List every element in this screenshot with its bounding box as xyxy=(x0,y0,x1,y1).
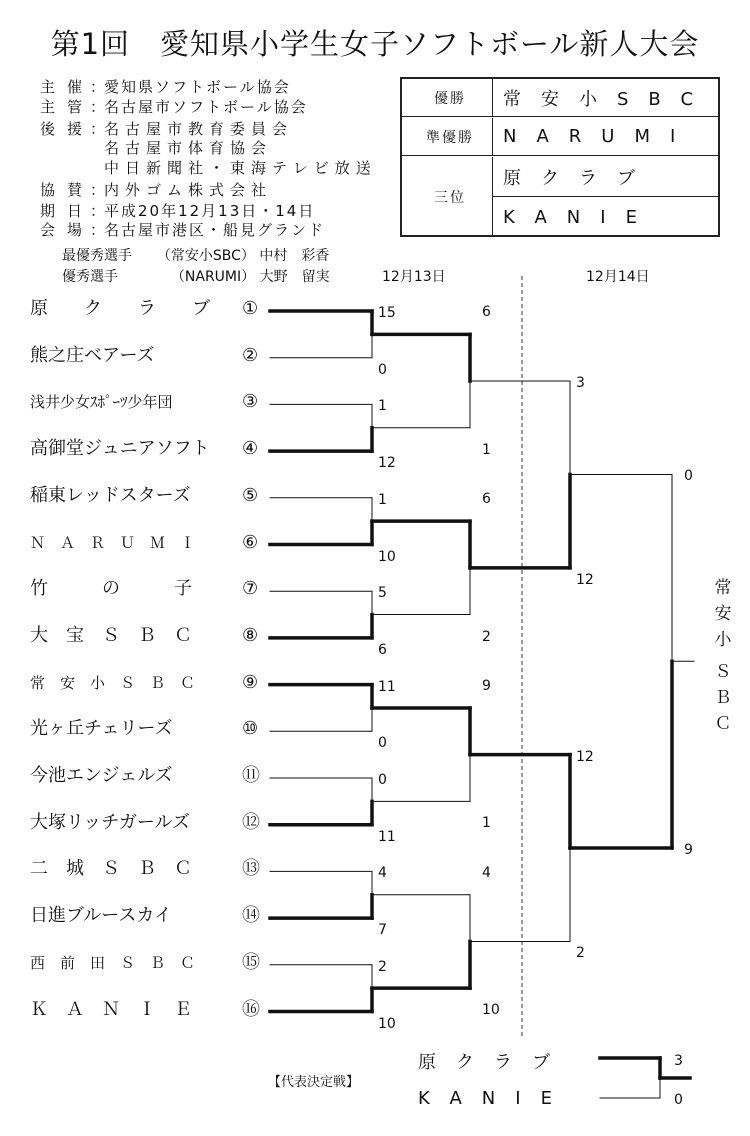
match-score: 4 xyxy=(482,864,491,881)
outstanding-name: 大野 留実 xyxy=(259,269,330,285)
runner-up-name: NARUMI xyxy=(492,118,718,155)
team-seed: ⑫ xyxy=(242,811,260,833)
team-name: 熊之庄ベアーズ xyxy=(30,344,155,366)
match-score: 1 xyxy=(482,441,491,458)
info-value: 平成20年12月13日・14日 xyxy=(104,202,316,220)
info-value: 名古屋市ソフトボール協会 xyxy=(104,98,308,116)
match-score: 5 xyxy=(378,585,387,602)
match-score: 12 xyxy=(576,748,594,765)
info-separator: ： xyxy=(90,78,106,96)
team-name: 竹 の 子 xyxy=(30,578,192,600)
team-seed: ⑧ xyxy=(242,624,259,646)
mvp-name: 中村 彩香 xyxy=(259,248,330,264)
info-label: 協賛 xyxy=(40,181,95,199)
team-seed: ⑯ xyxy=(242,998,260,1020)
match-score: 11 xyxy=(378,678,396,695)
outstanding-label: 優秀選手 xyxy=(62,269,118,285)
match-score: 6 xyxy=(482,491,491,508)
winner-char: 常 xyxy=(714,578,732,598)
team-name: 二 城 Ｓ Ｂ Ｃ xyxy=(30,858,192,880)
info-label: 期日 xyxy=(40,202,95,220)
date-day2: 12月14日 xyxy=(586,269,650,285)
winner-char: 安 xyxy=(714,604,732,624)
info-label: 主管 xyxy=(40,98,95,116)
team-seed: ④ xyxy=(242,438,259,460)
info-value: 名古屋市教育委員会 xyxy=(104,120,294,138)
match-score: 2 xyxy=(378,958,387,975)
playoff-score-1: 3 xyxy=(674,1053,683,1069)
team-seed: ⑭ xyxy=(242,905,260,927)
match-score: 1 xyxy=(378,398,387,415)
team-seed: ⑪ xyxy=(242,765,260,786)
winner-char: 小 xyxy=(714,630,732,650)
match-score: 10 xyxy=(378,1015,396,1032)
match-score: 11 xyxy=(378,828,396,845)
outstanding-team: （NARUMI） xyxy=(170,269,256,285)
team-seed: ③ xyxy=(242,391,259,413)
team-seed: ⑬ xyxy=(242,858,260,880)
date-day1: 12月13日 xyxy=(382,269,446,285)
team-name: 光ヶ丘チェリーズ xyxy=(30,718,173,740)
third-name-2: KANIE xyxy=(492,197,718,237)
team-name: 浅井少女ｽﾎﾟｰﾂ少年団 xyxy=(30,393,173,412)
match-score: 9 xyxy=(482,677,491,694)
team-name: 日進ブルースカイ xyxy=(30,905,172,927)
match-score: 1 xyxy=(378,491,387,508)
info-value: 中日新聞社・東海テレビ放送 xyxy=(104,159,377,177)
playoff-label: 【代表決定戦】 xyxy=(268,1075,360,1090)
winner-char: Ｓ xyxy=(714,662,732,682)
info-value: 名古屋市港区・船見グランド xyxy=(104,221,326,239)
page-title: 第1回 愛知県小学生女子ソフトボール新人大会 xyxy=(50,27,700,61)
team-seed: ⑦ xyxy=(242,578,259,600)
playoff-team-2: KANIE xyxy=(418,1088,572,1109)
runner-up-label: 準優勝 xyxy=(426,129,474,146)
team-seed: ⑤ xyxy=(242,484,259,506)
match-score: 0 xyxy=(378,361,387,378)
match-score: 9 xyxy=(684,842,693,859)
match-score: 7 xyxy=(378,922,387,939)
match-score: 0 xyxy=(378,772,387,788)
match-score: 10 xyxy=(482,1002,500,1019)
match-score: 15 xyxy=(378,305,396,321)
match-score: 0 xyxy=(684,468,693,485)
playoff-score-2: 0 xyxy=(674,1092,683,1108)
info-label: 後援 xyxy=(40,120,95,138)
info-label: 会場 xyxy=(40,221,95,239)
team-seed: ⑩ xyxy=(242,718,259,740)
mvp-team: （常安小SBC） xyxy=(156,248,255,264)
champion-name: 常安小SBC xyxy=(492,79,718,116)
team-seed: ⑮ xyxy=(242,951,260,973)
team-seed: ① xyxy=(242,298,259,319)
winner-char: Ｃ xyxy=(714,714,732,734)
playoff-team-1: 原クラブ xyxy=(418,1052,570,1073)
team-name: Ｎ Ａ Ｒ Ｕ Ｍ Ｉ xyxy=(30,533,196,552)
team-name: 今池エンジェルズ xyxy=(30,765,173,786)
team-name: 常 安 小 Ｓ Ｂ Ｃ xyxy=(30,673,196,692)
info-separator: ： xyxy=(90,120,106,138)
team-name: 大 宝 Ｓ Ｂ Ｃ xyxy=(30,624,192,646)
mvp-label: 最優秀選手 xyxy=(62,248,132,264)
match-score: 12 xyxy=(378,455,396,472)
team-name: 稲東レッドスターズ xyxy=(30,484,191,506)
match-score: 2 xyxy=(482,628,491,645)
winner-char: Ｂ xyxy=(714,688,732,708)
match-score: 1 xyxy=(482,815,491,832)
team-name: 大塚リッチガールズ xyxy=(30,811,191,833)
info-separator: ： xyxy=(90,202,106,220)
info-value: 名古屋市体育協会 xyxy=(104,139,273,157)
team-name: 原 ク ラ ブ xyxy=(30,298,210,319)
champion-label: 優勝 xyxy=(434,90,466,107)
match-score: 2 xyxy=(576,945,585,962)
match-score: 6 xyxy=(482,304,491,321)
team-name: 西 前 田 Ｓ Ｂ Ｃ xyxy=(30,953,196,972)
info-separator: ： xyxy=(90,181,106,199)
info-label: 主催 xyxy=(40,78,95,96)
match-score: 0 xyxy=(378,735,387,752)
team-name: 高御堂ジュニアソフト xyxy=(30,438,210,460)
team-seed: ⑥ xyxy=(242,531,259,553)
team-seed: ⑨ xyxy=(242,671,259,693)
team-seed: ② xyxy=(242,344,259,366)
bracket-paths xyxy=(270,311,694,1098)
match-score: 12 xyxy=(576,571,594,588)
match-score: 10 xyxy=(378,548,396,565)
match-score: 6 xyxy=(378,641,387,658)
third-name-1: 原クラブ xyxy=(492,157,718,197)
winner-vertical xyxy=(712,575,734,737)
info-value: 内外ゴム株式会社 xyxy=(104,181,273,199)
info-separator: ： xyxy=(90,221,106,239)
match-score: 3 xyxy=(576,375,585,392)
match-score: 4 xyxy=(378,865,387,882)
info-value: 愛知県ソフトボール協会 xyxy=(104,78,291,96)
third-label: 三位 xyxy=(434,190,466,206)
info-separator: ： xyxy=(90,98,106,116)
team-name: Ｋ Ａ Ｎ Ｉ Ｅ xyxy=(30,998,192,1020)
